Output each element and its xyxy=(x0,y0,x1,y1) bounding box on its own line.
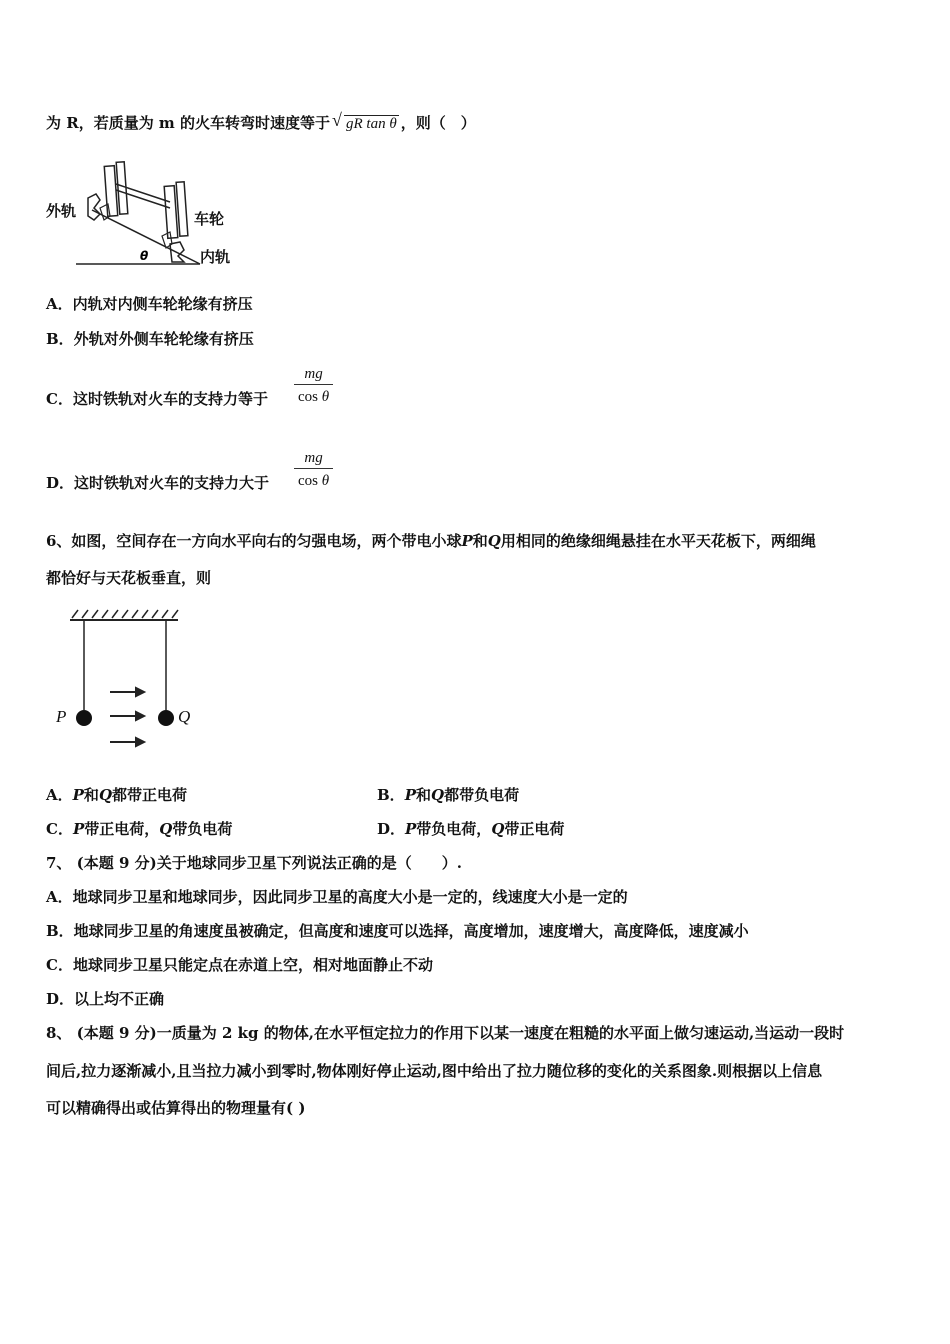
q5-outer-rail-label: 外轨 xyxy=(46,202,77,220)
option-text: 这时铁轨对火车的支持力大于 xyxy=(74,474,270,492)
q6-charged-balls-figure xyxy=(60,606,190,752)
fraction-numerator: mg xyxy=(304,366,323,382)
q6-q-symbol: Q xyxy=(487,532,501,550)
q6-figure-p-label: P xyxy=(56,707,67,726)
q5-option-b xyxy=(46,328,254,350)
option-text: 内轨对内侧车轮轮缘有挤压 xyxy=(72,295,253,313)
fraction-denominator: cos θ xyxy=(294,384,333,407)
q6-figure-q-label: Q xyxy=(178,707,191,726)
q7-stem: 7、 (本题 9 分)关于地球同步卫星下列说法正确的是（ ）. xyxy=(46,854,462,872)
q5-speed-expression: √ gR tan θ xyxy=(332,110,397,132)
q5-stem-post: ，则（ ） xyxy=(400,114,476,132)
q6-p-symbol: P xyxy=(461,532,473,550)
q5-stem-pre: 为 R，若质量为 m 的火车转弯时速度等于 xyxy=(46,114,331,132)
q5-option-d xyxy=(46,472,269,494)
q6-stem-line1: 6、如图，空间存在一方向水平向右的匀强电场，两个带电小球P和Q用相同的绝缘细绳悬挂在水平天花板下，两细绳 xyxy=(46,532,816,550)
q7-option-b: B．地球同步卫星的角速度虽被确定，但高度和速度可以选择，高度增加，速度增大，高度降低，速度减小 xyxy=(46,922,749,940)
q5-option-c xyxy=(46,388,268,410)
q6-option-b: B．P和Q都带负电荷 xyxy=(377,786,520,804)
option-letter: C． xyxy=(46,390,73,408)
q7-option-a: A．地球同步卫星和地球同步，因此同步卫星的高度大小是一定的，线速度大小是一定的 xyxy=(46,888,628,906)
q5-wheel-label: 车轮 xyxy=(194,210,225,228)
q5-option-d-fraction xyxy=(294,448,333,491)
option-letter: D． xyxy=(46,474,75,492)
q6-stem-line2: 都恰好与天花板垂直，则 xyxy=(46,569,212,587)
q5-stem xyxy=(46,112,476,135)
fraction-denominator: cos θ xyxy=(294,468,333,491)
option-letter: A． xyxy=(46,295,73,313)
q7-option-d: D．以上均不正确 xyxy=(46,990,165,1008)
option-letter: B． xyxy=(46,330,74,348)
q5-option-a xyxy=(46,293,253,315)
q8-stem-line1: 8、 (本题 9 分)一质量为 2 kg 的物体,在水平恒定拉力的作用下以某一速度在粗糙的水平面上做匀速运动,当运动一段时 xyxy=(46,1024,845,1042)
option-text: 外轨对外侧车轮轮缘有挤压 xyxy=(73,330,254,348)
q6-option-a: A．P和Q都带正电荷 xyxy=(46,786,188,804)
q8-stem-line3: 可以精确得出或估算得出的物理量有( ) xyxy=(46,1099,306,1117)
q8-stem-line2: 间后,拉力逐渐减小,且当拉力减小到零时,物体刚好停止运动,图中给出了拉力随位移的变化的关系图象.则根据以上信息 xyxy=(46,1062,823,1080)
q5-option-c-fraction xyxy=(294,364,333,407)
q6-option-d: D．P带负电荷，Q带正电荷 xyxy=(377,820,565,838)
q5-inner-rail-label: 内轨 xyxy=(200,248,231,266)
q5-angle-label: θ xyxy=(140,249,149,263)
q6-option-c: C．P带正电荷，Q带负电荷 xyxy=(46,820,233,838)
option-text: 这时铁轨对火车的支持力等于 xyxy=(72,390,268,408)
q7-option-c: C．地球同步卫星只能定点在赤道上空，相对地面静止不动 xyxy=(46,956,433,974)
fraction-numerator: mg xyxy=(304,450,323,466)
